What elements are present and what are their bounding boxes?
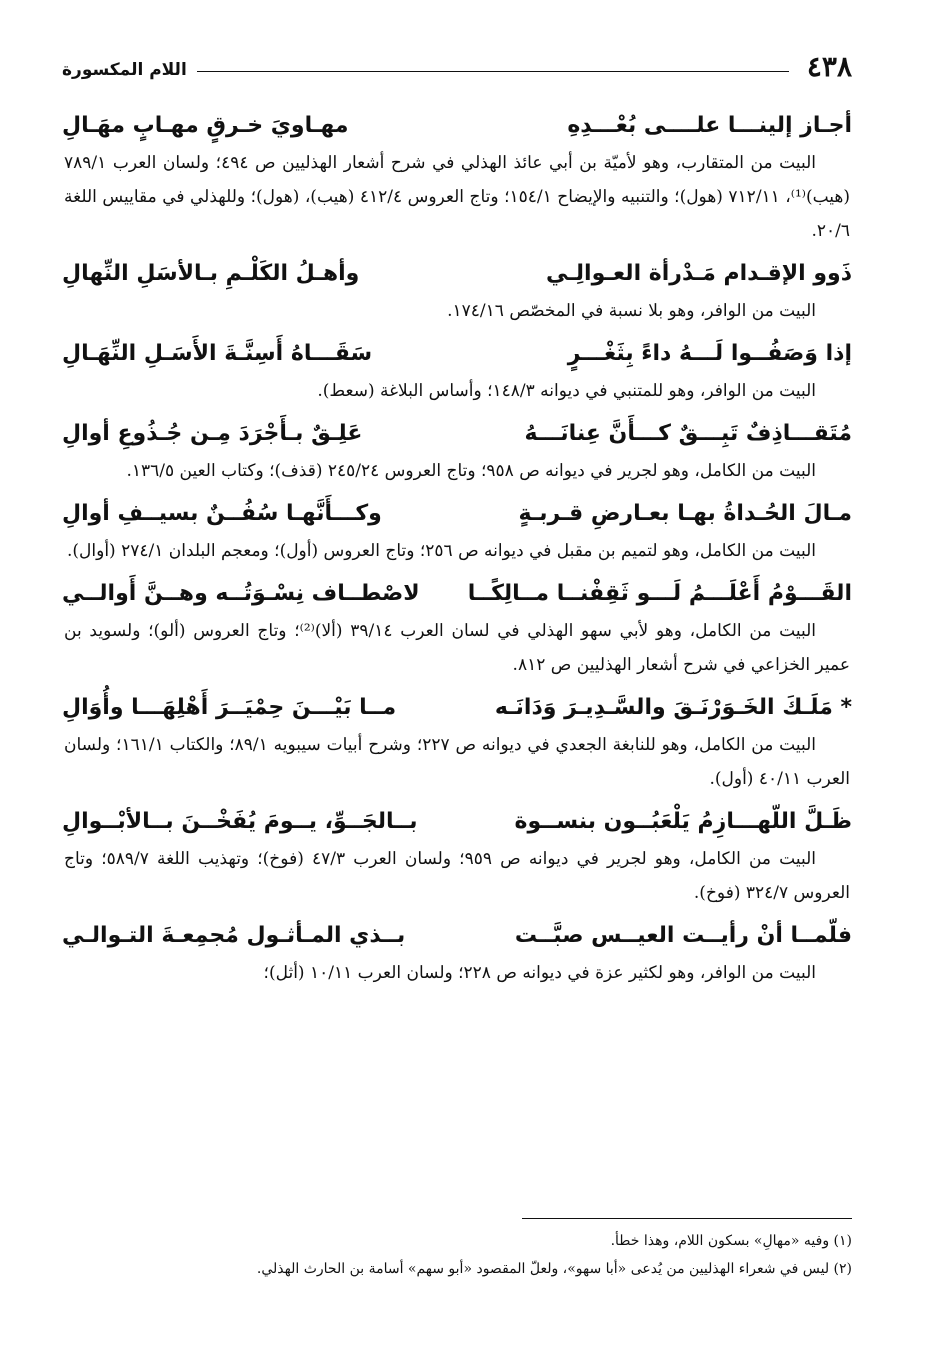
footnote: (٢) ليس في شعراء الهذليين من يُدعى «أبا سهو»، ولعلّ المقصود «أبو سهم» أسامة بن الحارث الهذلي.: [256, 1261, 852, 1277]
running-header: [62, 48, 852, 84]
verse-second-hemistich: مــا بَيْـــنَ حِمْيَــرَ أَهْلِهَـــا وأُوَالِ: [62, 695, 397, 720]
footnote: (١) وفيه «مهالِ» بسكون اللام، وهذا خطأ.: [610, 1233, 852, 1249]
verse-source-note: البيت من الكامل، وهو لجرير في ديوانه ص ٩٥٨؛ وتاج العروس ٢٤٥/٢٤ (قذف)؛ وكتاب العين ١٣٦/٥.: [126, 461, 816, 481]
verse-line: [62, 574, 852, 614]
footnote-rule: [522, 1218, 852, 1219]
verse-source-note: البيت من الكامل، وهو لأبي سهو الهذلي في لسان العرب ٣٩/١٤ (ألا)⁽²⁾؛ وتاج العروس (ألو)؛ ولسويد بن عمير الخزاعي في شرح أشعار الهذليين ص ٨١٢.: [64, 621, 850, 675]
verse-second-hemistich: لاصْطــاف نِسْـوَتُــه وهــنَّ أَوالــي: [62, 581, 420, 606]
verse-source-note: البيت من المتقارب، وهو لأميّة بن أبي عائذ الهذلي في شرح أشعار الهذليين ص ٤٩٤؛ ولسان العرب ٧٨٩/١ (هيب)⁽¹⁾، ٧١٢/١١ (هول)؛ والتنبيه والإيضاح ١٥٤/١؛ وتاج العروس ٤١٢/٤ (هيب)، (هول)؛ وللهذلي في مقاييس اللغة ٢٠/٦.: [64, 153, 851, 241]
verse-first-hemistich: القَـــوْمُ أَعْلَـــمُ لَـــو ثَقِفْنــا مــالِكًــا: [467, 581, 852, 606]
verse-entries: [62, 106, 852, 990]
verse-entry: [62, 106, 852, 248]
verse-first-hemistich: إذا وَصَفُــوا لَـــهُ داءً بِثَغْـــرٍ: [567, 341, 852, 366]
verse-entry: [62, 494, 852, 568]
verse-entry: [62, 574, 852, 682]
verse-entry: [62, 916, 852, 990]
verse-source-note: البيت من الوافر، وهو بلا نسبة في المخصّص ١٧٤/١٦.: [447, 301, 816, 321]
verse-second-hemistich: بــذي المـأثـول مُجمِعـةَ التـوالـي: [62, 923, 406, 948]
verse-first-hemistich: * مَلَـكَ الخَـوَرْنَـقَ والسَّـدِيـرَ وَدَانَـه: [494, 695, 852, 720]
book-page: [62, 48, 852, 1328]
page-number: ٤٣٨: [806, 49, 852, 83]
verse-entry: [62, 802, 852, 910]
verse-line: [62, 802, 852, 842]
verse-source-note: البيت من الوافر، وهو للمتنبي في ديوانه ١٤٨/٣؛ وأساس البلاغة (سعط).: [317, 381, 816, 401]
verse-line: [62, 414, 852, 454]
verse-second-hemistich: بــالجَــوِّ، يــومَ يُفَخْــنَ بــالأبْــوالِ: [62, 809, 418, 834]
verse-line: [62, 494, 852, 534]
verse-first-hemistich: مُتَقـــاذِفٌ تَبِـــقٌ كـــأَنَّ عِنانَـــهُ: [524, 421, 852, 446]
verse-first-hemistich: ذَوو الإقـدام مَـدْرأة العـوالِـي: [546, 261, 852, 286]
verse-source-note: البيت من الوافر، وهو لكثير عزة في ديوانه ص ٢٢٨؛ ولسان العرب ١٠/١١ (أثل)؛: [263, 963, 816, 983]
verse-second-hemistich: عَلِـقٌ بـأَجْرَدَ مِـن جُـذُوعِ أوالِ: [62, 421, 363, 446]
footnotes: [62, 1218, 852, 1283]
verse-source-note: البيت من الكامل، وهو لتميم بن مقبل في ديوانه ص ٢٥٦؛ وتاج العروس (أول)؛ ومعجم البلدان ٢٧٤/١ (أوال).: [67, 541, 816, 561]
verse-line: [62, 688, 852, 728]
verse-entry: [62, 414, 852, 488]
verse-first-hemistich: فلّمــا أنْ رأيــت العيــس صبَّــت: [514, 923, 852, 948]
verse-first-hemistich: مـالَ الحُـداةُ بهـا بعـارضِ قـربـةٍ: [518, 501, 852, 526]
header-rule: [197, 71, 789, 72]
verse-second-hemistich: وأهـلُ الكَلْـمِ بـالأسَلِ النِّهالِ: [62, 261, 360, 286]
verse-second-hemistich: وكـــأَنَّهـا سُفُــنٌ بسيــفِ أوالِ: [62, 501, 382, 526]
verse-entry: [62, 334, 852, 408]
verse-line: [62, 916, 852, 956]
verse-first-hemistich: أجـاز إلينـــا علــــى بُعْـــدِهِ: [567, 113, 852, 138]
verse-second-hemistich: سَقَـــاهُ أَسِنَّـةَ الأَسَـلِ النِّهَـالِ: [62, 341, 373, 366]
verse-line: [62, 334, 852, 374]
verse-first-hemistich: ظَـلَّ اللّهـــازِمُ يَلْعَبُــون بنســوة: [514, 809, 852, 834]
verse-second-hemistich: مهـاويَ خـرقٍ مهـابٍ مهَـالِ: [62, 113, 349, 138]
verse-line: [62, 254, 852, 294]
chapter-title: اللام المكسورة: [62, 60, 187, 80]
verse-entry: [62, 254, 852, 328]
verse-line: [62, 106, 852, 146]
verse-source-note: البيت من الكامل، وهو للنابغة الجعدي في ديوانه ص ٢٢٧؛ وشرح أبيات سيبويه ٨٩/١؛ والكتاب ١٦١/١؛ ولسان العرب ٤٠/١١ (أول).: [64, 735, 850, 789]
verse-entry: [62, 688, 852, 796]
verse-source-note: البيت من الكامل، وهو لجرير في ديوانه ص ٩٥٩؛ ولسان العرب ٤٧/٣ (فوخ)؛ وتهذيب اللغة ٥٨٩/٧؛ وتاج العروس ٣٢٤/٧ (فوخ).: [64, 849, 850, 903]
